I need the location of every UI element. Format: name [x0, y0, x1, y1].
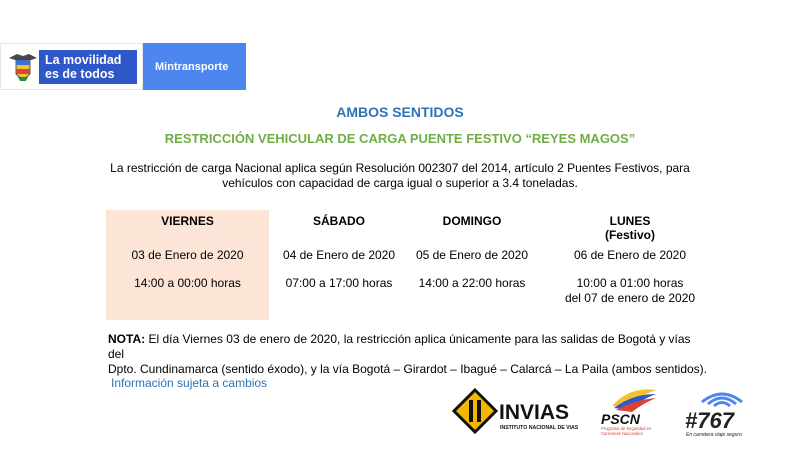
hours-label — [406, 276, 538, 291]
schedule-table — [106, 210, 706, 320]
invias-logo — [452, 388, 579, 434]
schedule-column-domingo — [406, 210, 538, 320]
pscn-logo — [598, 386, 660, 436]
page-subtitle: RESTRICCIÓN VEHICULAR DE CARGA PUENTE FESTIVO “REYES MAGOS” — [164, 131, 636, 146]
day-label: SÁBADO — [312, 214, 365, 228]
date-label: 06 de Enero de 2020 — [573, 248, 687, 262]
note-paragraph — [108, 332, 708, 377]
intro-line-1: La restricción de carga Nacional aplica según Resolución 002307 del 2014, artículo 2 Puentes Festivos, para — [110, 161, 690, 175]
note-text-1: El día Viernes 03 de enero de 2020, la restricción aplica únicamente para las salidas de Bogotá y vías del — [108, 332, 691, 361]
date-label: 03 de Enero de 2020 — [131, 248, 244, 262]
schedule-column-viernes — [106, 210, 269, 320]
invias-name: INVIAS — [499, 401, 570, 424]
page-title: AMBOS SENTIDOS — [336, 104, 464, 120]
day-label: VIERNES — [161, 214, 214, 228]
slogan-line-2: es de todos — [45, 66, 115, 81]
gov-banner-left — [0, 43, 143, 90]
note-line-1 — [108, 332, 708, 362]
hours-line-2: del 07 de enero de 2020 — [564, 291, 696, 305]
invias-subtitle: INSTITUTO NACIONAL DE VIAS — [500, 425, 579, 431]
ministry-label: Mintransporte — [143, 43, 246, 90]
day-label — [546, 214, 714, 242]
hours-line-1: 10:00 a 01:00 horas — [576, 276, 684, 290]
day-name: LUNES — [609, 214, 651, 228]
pscn-name: PSCN — [601, 411, 640, 427]
date-label: 04 de Enero de 2020 — [282, 248, 396, 262]
note-line-2: Dpto. Cundinamarca (sentido éxodo), y la vía Bogotá – Girardot – Ibagué – Calarcá – La Paila (ambos sentidos). — [108, 362, 707, 376]
intro-line-2: vehículos con capacidad de carga igual o superior a 3.4 toneladas. — [222, 176, 578, 190]
767-logo — [684, 386, 754, 438]
hashtag-767: #767 — [685, 408, 734, 433]
government-slogan — [39, 50, 137, 84]
hours-label — [546, 276, 714, 306]
intro-paragraph — [100, 161, 700, 191]
hours-label — [106, 276, 269, 291]
day-note: (Festivo) — [604, 228, 655, 242]
schedule-column-sabado — [276, 210, 402, 320]
slogan-line-1: La movilidad — [45, 52, 122, 67]
pscn-subtitle-2: Carreteras Nacionales — [601, 431, 643, 436]
hours-line-1: 14:00 a 00:00 horas — [134, 276, 241, 290]
coat-of-arms-icon — [7, 50, 39, 84]
hours-line-1: 14:00 a 22:00 horas — [418, 276, 526, 290]
schedule-column-lunes — [546, 210, 714, 320]
disclaimer-text: Información sujeta a cambios — [111, 376, 268, 390]
note-label: NOTA: — [108, 332, 146, 346]
pscn-subtitle-1: Programa de Seguridad en — [601, 426, 652, 431]
hours-label — [276, 276, 402, 291]
day-label: DOMINGO — [442, 214, 502, 228]
hours-line-1: 07:00 a 17:00 horas — [285, 276, 393, 290]
date-label: 05 de Enero de 2020 — [415, 248, 529, 262]
hashtag-subtitle: En carretera viaje seguro — [686, 432, 742, 438]
gov-banner — [0, 43, 246, 90]
